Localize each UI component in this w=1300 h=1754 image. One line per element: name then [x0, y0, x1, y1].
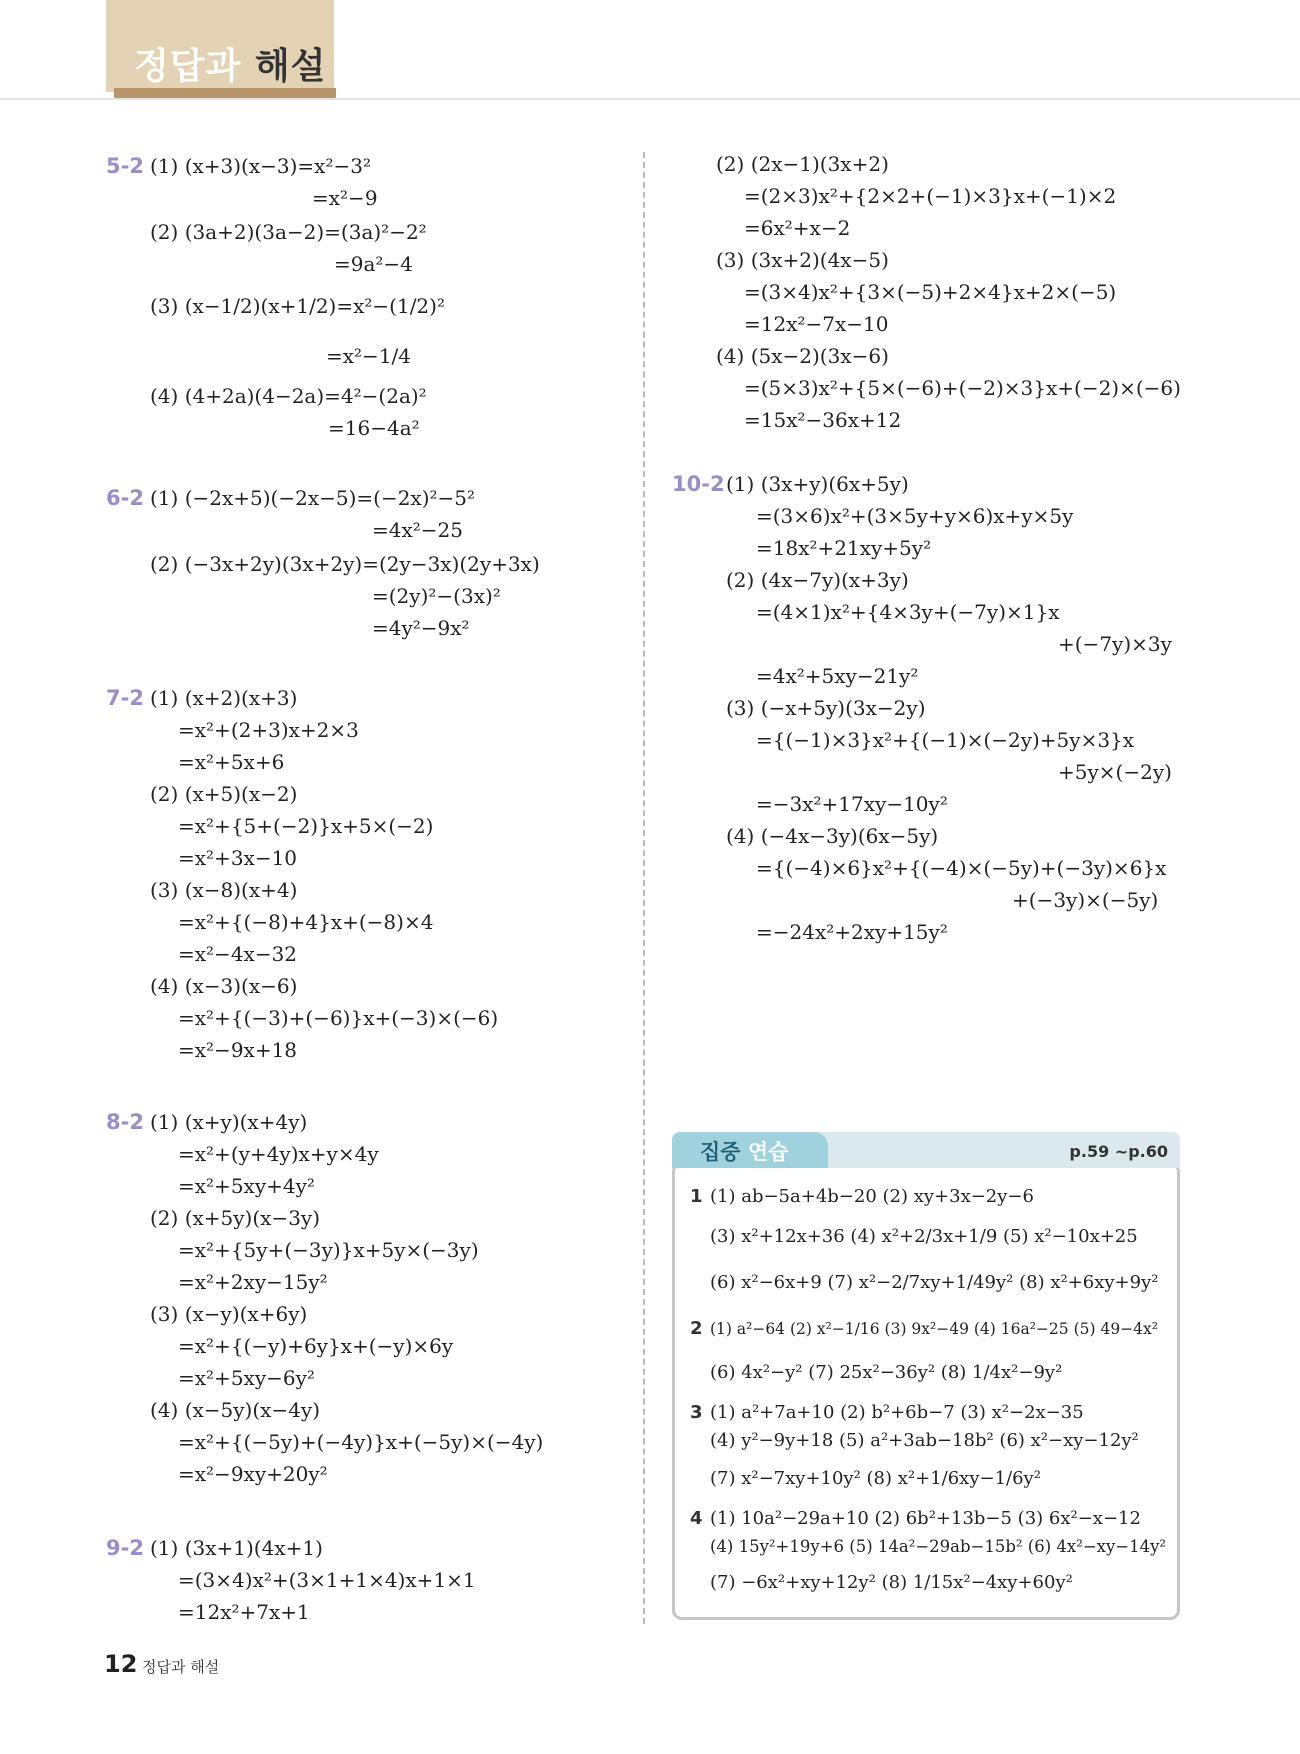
- solution-line: (2) (−3x+2y)(3x+2y)=(2y−3x)(2y+3x): [150, 552, 540, 576]
- solution-line: =x²+{(−5y)+(−4y)}x+(−5y)×(−4y): [178, 1430, 544, 1454]
- solution-line: (1) (3x+y)(6x+5y): [726, 472, 909, 496]
- page-title: [134, 38, 326, 89]
- solution-line: (4) (x−5y)(x−4y): [150, 1398, 321, 1422]
- page-title-light: 정답과: [134, 46, 242, 87]
- solution-line: (2) (3a+2)(3a−2)=(3a)²−2²: [150, 220, 427, 244]
- solution-line: =x²−1/4: [326, 344, 411, 368]
- solution-line: (1) (3x+1)(4x+1): [150, 1536, 323, 1560]
- solution-line: =6x²+x−2: [744, 216, 851, 240]
- answer-row: (1) a²+7a+10 (2) b²+6b−7 (3) x²−2x−35: [710, 1402, 1084, 1423]
- solution-line: =18x²+21xy+5y²: [756, 536, 932, 560]
- practice-title: [700, 1136, 788, 1166]
- solution-line: =(2y)²−(3x)²: [372, 584, 501, 608]
- solution-line: (1) (−2x+5)(−2x−5)=(−2x)²−5²: [150, 486, 476, 510]
- solution-line: +(−7y)×3y: [1058, 632, 1172, 656]
- solution-line: (2) (4x−7y)(x+3y): [726, 568, 909, 592]
- problem-number: 10-2: [672, 472, 725, 496]
- solution-line: =(3×4)x²+{3×(−5)+2×4}x+2×(−5): [744, 280, 1117, 304]
- solution-line: (2) (x+5)(x−2): [150, 782, 298, 806]
- solution-line: =(5×3)x²+{5×(−6)+(−2)×3}x+(−2)×(−6): [744, 376, 1181, 400]
- answer-row: (6) x²−6x+9 (7) x²−2/7xy+1/49y² (8) x²+6xy+9y²: [710, 1272, 1159, 1293]
- practice-pages: p.59 ~p.60: [1069, 1142, 1168, 1161]
- header-rule: [0, 98, 1300, 100]
- solution-line: =16−4a²: [328, 416, 420, 440]
- solution-line: =x²+{(−3)+(−6)}x+(−3)×(−6): [178, 1006, 499, 1030]
- solution-line: (1) (x+y)(x+4y): [150, 1110, 308, 1134]
- solution-line: (2) (x+5y)(x−3y): [150, 1206, 321, 1230]
- solution-line: (3) (x−8)(x+4): [150, 878, 298, 902]
- problem-number: 6-2: [106, 486, 144, 510]
- solution-line: =4y²−9x²: [372, 616, 470, 640]
- solution-line: =x²+(2+3)x+2×3: [178, 718, 359, 742]
- solution-line: =(4×1)x²+{4×3y+(−7y)×1}x: [756, 600, 1060, 624]
- answer-row: (7) −6x²+xy+12y² (8) 1/15x²−4xy+60y²: [710, 1572, 1073, 1593]
- solution-line: (4) (5x−2)(3x−6): [716, 344, 889, 368]
- solution-line: (3) (x−1/2)(x+1/2)=x²−(1/2)²: [150, 294, 445, 318]
- problem-number: 9-2: [106, 1536, 144, 1560]
- practice-header: [672, 1132, 1180, 1168]
- answer-number: 4: [690, 1508, 703, 1529]
- solution-line: =−3x²+17xy−10y²: [756, 792, 948, 816]
- solution-line: =4x²+5xy−21y²: [756, 664, 919, 688]
- solution-line: +(−3y)×(−5y): [1012, 888, 1159, 912]
- solution-line: =x²+3x−10: [178, 846, 298, 870]
- answer-row: (7) x²−7xy+10y² (8) x²+1/6xy−1/6y²: [710, 1468, 1041, 1489]
- solution-line: =x²+(y+4y)x+y×4y: [178, 1142, 379, 1166]
- solution-line: (4) (4+2a)(4−2a)=4²−(2a)²: [150, 384, 427, 408]
- solution-line: (3) (x−y)(x+6y): [150, 1302, 308, 1326]
- solution-line: =x²+5xy−6y²: [178, 1366, 315, 1390]
- solution-line: =x²−4x−32: [178, 942, 298, 966]
- solution-line: (3) (3x+2)(4x−5): [716, 248, 889, 272]
- solution-line: ={(−1)×3}x²+{(−1)×(−2y)+5y×3}x: [756, 728, 1135, 752]
- problem-number: 5-2: [106, 154, 144, 178]
- solution-line: =x²+{5y+(−3y)}x+5y×(−3y): [178, 1238, 479, 1262]
- solution-line: =x²+5x+6: [178, 750, 285, 774]
- answer-row: (4) y²−9y+18 (5) a²+3ab−18b² (6) x²−xy−12y²: [710, 1430, 1139, 1451]
- solution-line: =(3×4)x²+(3×1+1×4)x+1×1: [178, 1568, 476, 1592]
- problem-number: 7-2: [106, 686, 144, 710]
- solution-line: =12x²−7x−10: [744, 312, 889, 336]
- answer-number: 3: [690, 1402, 703, 1423]
- solution-line: =x²+{5+(−2)}x+5×(−2): [178, 814, 434, 838]
- solution-line: =x²+{(−8)+4}x+(−8)×4: [178, 910, 434, 934]
- answer-row: (1) 10a²−29a+10 (2) 6b²+13b−5 (3) 6x²−x−12: [710, 1508, 1141, 1529]
- solution-line: (4) (x−3)(x−6): [150, 974, 298, 998]
- solution-line: (4) (−4x−3y)(6x−5y): [726, 824, 939, 848]
- solution-line: =4x²−25: [372, 518, 463, 542]
- solution-line: =9a²−4: [334, 252, 413, 276]
- solution-line: =−24x²+2xy+15y²: [756, 920, 948, 944]
- solution-line: ={(−4)×6}x²+{(−4)×(−5y)+(−3y)×6}x: [756, 856, 1167, 880]
- practice-box: [672, 1132, 1180, 1622]
- solution-line: =x²−9: [312, 186, 378, 210]
- solution-line: +5y×(−2y): [1058, 760, 1172, 784]
- practice-title-b: 연습: [747, 1140, 789, 1164]
- solution-line: =(3×6)x²+(3×5y+y×6)x+y×5y: [756, 504, 1074, 528]
- answer-row: (6) 4x²−y² (7) 25x²−36y² (8) 1/4x²−9y²: [710, 1362, 1063, 1383]
- solution-line: =x²−9x+18: [178, 1038, 298, 1062]
- solution-line: =x²+{(−y)+6y}x+(−y)×6y: [178, 1334, 454, 1358]
- solution-line: =x²+2xy−15y²: [178, 1270, 328, 1294]
- solution-line: (3) (−x+5y)(3x−2y): [726, 696, 926, 720]
- practice-title-a: 집중: [700, 1140, 741, 1164]
- solution-line: =x²+5xy+4y²: [178, 1174, 315, 1198]
- footer-label: 정답과 해설: [142, 1658, 220, 1676]
- page-title-dark: 해설: [254, 46, 327, 87]
- column-divider: [643, 152, 645, 1624]
- solution-line: =12x²+7x+1: [178, 1600, 310, 1624]
- answer-number: 1: [690, 1186, 703, 1207]
- solution-line: =15x²−36x+12: [744, 408, 902, 432]
- solution-line: (2) (2x−1)(3x+2): [716, 152, 889, 176]
- solution-line: =x²−9xy+20y²: [178, 1462, 328, 1486]
- page-number: 12: [104, 1650, 138, 1678]
- solution-line: (1) (x+3)(x−3)=x²−3²: [150, 154, 371, 178]
- problem-number: 8-2: [106, 1110, 144, 1134]
- answer-row: (4) 15y²+19y+6 (5) 14a²−29ab−15b² (6) 4x²−xy−14y²: [710, 1537, 1167, 1556]
- solution-line: =(2×3)x²+{2×2+(−1)×3}x+(−1)×2: [744, 184, 1117, 208]
- answer-row: (3) x²+12x+36 (4) x²+2/3x+1/9 (5) x²−10x+25: [710, 1226, 1138, 1247]
- solution-line: (1) (x+2)(x+3): [150, 686, 298, 710]
- answer-row: (1) ab−5a+4b−20 (2) xy+3x−2y−6: [710, 1186, 1034, 1207]
- answer-number: 2: [690, 1318, 703, 1339]
- answer-row: (1) a²−64 (2) x²−1/16 (3) 9x²−49 (4) 16a²−25 (5) 49−4x²: [710, 1320, 1158, 1338]
